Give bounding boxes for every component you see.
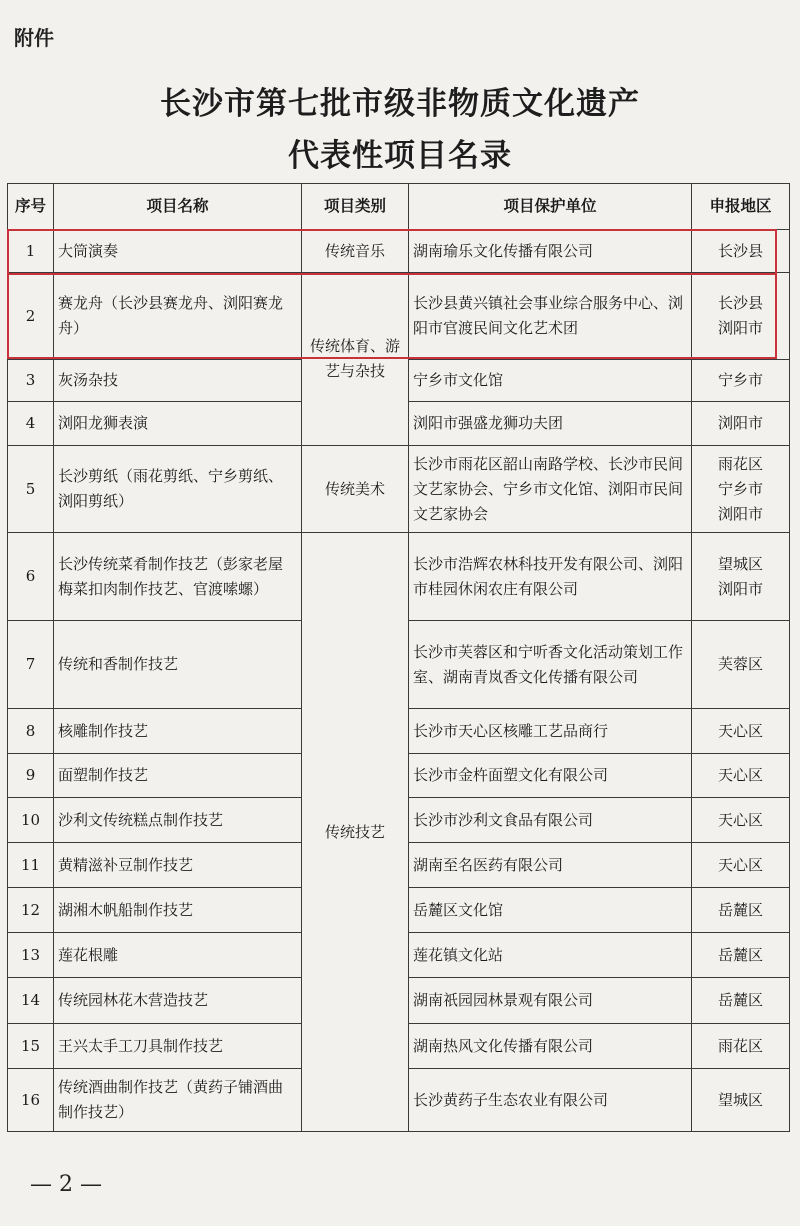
table-row: [8, 446, 790, 533]
serial-number: 9: [8, 754, 54, 798]
protection-unit: 莲花镇文化站: [409, 933, 692, 978]
header-declared-area: 申报地区: [692, 184, 790, 230]
document-title-line-1: 长沙市第七批市级非物质文化遗产: [160, 86, 640, 122]
declared-area: 岳麓区: [692, 933, 790, 978]
serial-number: 1: [8, 230, 54, 273]
protection-unit: 湖南至名医药有限公司: [409, 843, 692, 888]
serial-number: 11: [8, 843, 54, 888]
declared-area: 长沙县: [692, 230, 790, 273]
declared-area: 浏阳市: [692, 402, 790, 446]
project-name: 传统园林花木营造技艺: [54, 978, 302, 1024]
attachment-label: 附件: [14, 26, 54, 50]
protection-unit: 长沙市金杵面塑文化有限公司: [409, 754, 692, 798]
project-name: 传统和香制作技艺: [54, 621, 302, 709]
table-row: [8, 230, 790, 273]
header-project-category: 项目类别: [302, 184, 409, 230]
serial-number: 13: [8, 933, 54, 978]
declared-area: 望城区 浏阳市: [692, 533, 790, 621]
declared-area: 天心区: [692, 709, 790, 754]
serial-number: 3: [8, 360, 54, 402]
serial-number: 2: [8, 273, 54, 360]
heritage-project-table: [7, 183, 790, 1132]
header-protection-unit: 项目保护单位: [409, 184, 692, 230]
protection-unit: 长沙市雨花区韶山南路学校、长沙市民间文艺家协会、宁乡市文化馆、浏阳市民间文艺家协会: [409, 446, 692, 533]
protection-unit: 长沙市沙利文食品有限公司: [409, 798, 692, 843]
project-name: 长沙剪纸（雨花剪纸、宁乡剪纸、浏阳剪纸）: [54, 446, 302, 533]
project-name: 黄精滋补豆制作技艺: [54, 843, 302, 888]
project-name: 灰汤杂技: [54, 360, 302, 402]
serial-number: 6: [8, 533, 54, 621]
project-name: 浏阳龙狮表演: [54, 402, 302, 446]
header-serial-number: 序号: [8, 184, 54, 230]
declared-area: 天心区: [692, 798, 790, 843]
protection-unit: 湖南祇园园林景观有限公司: [409, 978, 692, 1024]
protection-unit: 湖南热风文化传播有限公司: [409, 1024, 692, 1069]
project-category: 传统技艺: [302, 533, 409, 1132]
project-name: 大筒演奏: [54, 230, 302, 273]
document-title-line-2: 代表性项目名录: [288, 138, 512, 174]
project-name: 王兴太手工刀具制作技艺: [54, 1024, 302, 1069]
declared-area: 长沙县 浏阳市: [692, 273, 790, 360]
declared-area: 天心区: [692, 754, 790, 798]
declared-area: 岳麓区: [692, 978, 790, 1024]
serial-number: 15: [8, 1024, 54, 1069]
protection-unit: 岳麓区文化馆: [409, 888, 692, 933]
declared-area: 芙蓉区: [692, 621, 790, 709]
project-name: 面塑制作技艺: [54, 754, 302, 798]
serial-number: 14: [8, 978, 54, 1024]
project-name: 湖湘木帆船制作技艺: [54, 888, 302, 933]
serial-number: 10: [8, 798, 54, 843]
project-category: 传统体育、游艺与杂技: [302, 273, 409, 446]
protection-unit: 长沙市浩辉农林科技开发有限公司、浏阳市桂园休闲农庄有限公司: [409, 533, 692, 621]
project-name: 沙利文传统糕点制作技艺: [54, 798, 302, 843]
protection-unit: 长沙县黄兴镇社会事业综合服务中心、浏阳市官渡民间文化艺术团: [409, 273, 692, 360]
page-number: — 2 —: [30, 1172, 102, 1197]
declared-area: 望城区: [692, 1069, 790, 1132]
declared-area: 岳麓区: [692, 888, 790, 933]
protection-unit: 宁乡市文化馆: [409, 360, 692, 402]
table-header-row: [8, 184, 790, 230]
project-name: 核雕制作技艺: [54, 709, 302, 754]
declared-area: 雨花区: [692, 1024, 790, 1069]
serial-number: 5: [8, 446, 54, 533]
project-name: 赛龙舟（长沙县赛龙舟、浏阳赛龙舟）: [54, 273, 302, 360]
declared-area: 宁乡市: [692, 360, 790, 402]
serial-number: 7: [8, 621, 54, 709]
protection-unit: 湖南瑜乐文化传播有限公司: [409, 230, 692, 273]
serial-number: 12: [8, 888, 54, 933]
header-project-name: 项目名称: [54, 184, 302, 230]
protection-unit: 长沙市天心区核雕工艺品商行: [409, 709, 692, 754]
protection-unit: 长沙市芙蓉区和宁听香文化活动策划工作室、湖南青岚香文化传播有限公司: [409, 621, 692, 709]
declared-area: 天心区: [692, 843, 790, 888]
project-category: 传统音乐: [302, 230, 409, 273]
table-row: [8, 533, 790, 621]
protection-unit: 长沙黄药子生态农业有限公司: [409, 1069, 692, 1132]
project-category: 传统美术: [302, 446, 409, 533]
serial-number: 8: [8, 709, 54, 754]
serial-number: 4: [8, 402, 54, 446]
declared-area: 雨花区 宁乡市 浏阳市: [692, 446, 790, 533]
project-name: 传统酒曲制作技艺（黄药子铺酒曲制作技艺）: [54, 1069, 302, 1132]
project-name: 长沙传统菜肴制作技艺（彭家老屋梅菜扣肉制作技艺、官渡嗦螺）: [54, 533, 302, 621]
table-row: [8, 273, 790, 360]
serial-number: 16: [8, 1069, 54, 1132]
protection-unit: 浏阳市强盛龙狮功夫团: [409, 402, 692, 446]
project-name: 莲花根雕: [54, 933, 302, 978]
